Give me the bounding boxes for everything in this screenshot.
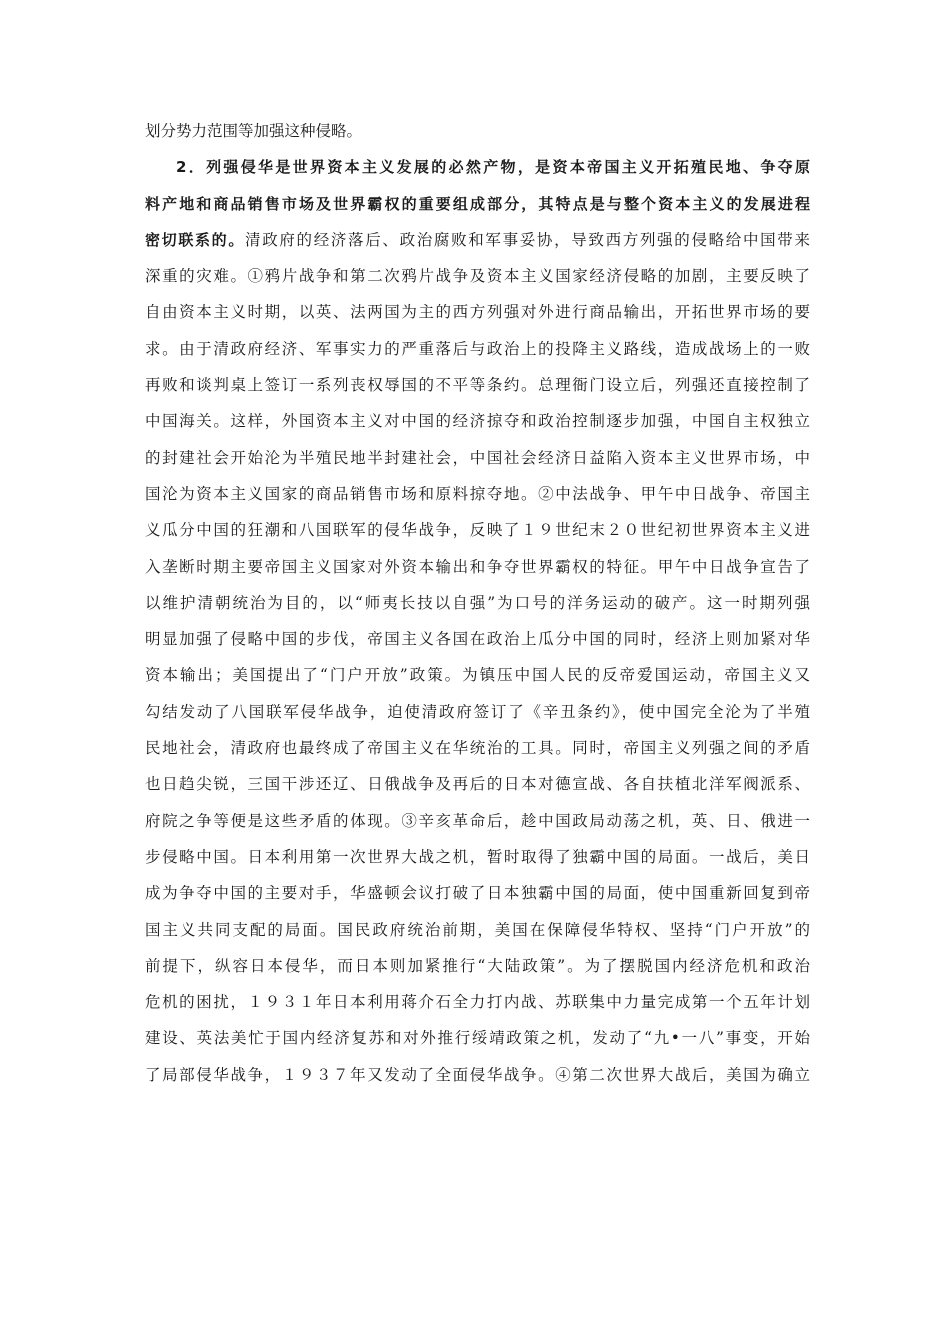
text-run: 中国海关。这样，外国资本主义对中国的经济掠夺和政治控制逐步加强，中国自主权独立 (145, 412, 810, 431)
text-run: 成为争夺中国的主要对手，华盛顿会议打破了日本独霸中国的局面，使中国重新回复到帝 (145, 884, 810, 903)
text-line (145, 186, 810, 222)
text-run: 自由资本主义时期，以英、法两国为主的西方列强对外进行商品输出，开拓世界市场的要 (145, 303, 810, 322)
text-line (145, 476, 810, 512)
text-line (145, 258, 810, 294)
text-run: 民地社会，清政府也最终成了帝国主义在华统治的工具。同时，帝国主义列强之间的矛盾 (145, 739, 810, 758)
text-run: 的封建社会开始沦为半殖民地半封建社会，中国社会经济日益陷入资本主义世界市场，中 (145, 448, 810, 467)
text-run: 步侵略中国。日本利用第一次世界大战之机，暂时取得了独霸中国的局面。一战后，美日 (145, 847, 810, 866)
text-run: 危机的困扰，１９３１年日本利用蒋介石全力打内战、苏联集中力量完成第一个五年计划 (145, 993, 810, 1012)
text-line (145, 803, 810, 839)
text-line (145, 948, 810, 984)
text-run: 国主义共同支配的局面。国民政府统治前期，美国在保障侵华特权、坚持“门户开放”的 (145, 920, 810, 939)
bold-text-run: 料产地和商品销售市场及世界霸权的重要组成部分，其特点是与整个资本主义的发展进程 (145, 194, 810, 213)
text-line (145, 912, 810, 948)
bold-text-run: 密切联系的。 (145, 230, 246, 249)
text-run: 国沦为资本主义国家的商品销售市场和原料掠夺地。②中法战争、甲午中日战争、帝国主 (145, 484, 810, 503)
text-line (145, 657, 810, 693)
text-line (145, 1020, 810, 1056)
text-line (145, 512, 810, 548)
document-body (145, 113, 810, 1093)
text-run: 资本输出；美国提出了“门户开放”政策。为镇压中国人民的反帝爱国运动，帝国主义又 (145, 666, 810, 685)
text-run: 义瓜分中国的狂潮和八国联军的侵华战争，反映了１９世纪末２０世纪初世界资本主义进 (145, 521, 810, 540)
text-line (145, 294, 810, 330)
text-run: 府院之争等便是这些矛盾的体现。③辛亥革命后，趁中国政局动荡之机，英、日、俄进一 (145, 811, 810, 830)
text-line (145, 403, 810, 439)
text-line (145, 440, 810, 476)
text-line (145, 222, 810, 258)
text-run: 也日趋尖锐，三国干涉还辽、日俄战争及再后的日本对德宣战、各自扶植北洋军阀派系、 (145, 775, 810, 794)
text-run: 划分势力范围等加强这种侵略。 (145, 122, 363, 140)
text-run: 清政府的经济落后、政治腐败和军事妥协，导致西方列强的侵略给中国带来 (245, 230, 810, 249)
text-line (145, 149, 810, 185)
text-line (145, 585, 810, 621)
text-run: 明显加强了侵略中国的步伐，帝国主义各国在政治上瓜分中国的同时，经济上则加紧对华 (145, 630, 810, 649)
text-run: 求。由于清政府经济、军事实力的严重落后与政治上的投降主义路线，造成战场上的一败 (145, 339, 810, 358)
text-line (145, 331, 810, 367)
text-line (145, 984, 810, 1020)
text-line (145, 549, 810, 585)
text-run: 以维护清朝统治为目的，以“师夷长技以自强”为口号的洋务运动的破产。这一时期列强 (145, 593, 810, 612)
bold-text-run: 2．列强侵华是世界资本主义发展的必然产物，是资本帝国主义开拓殖民地、争夺原 (176, 158, 810, 177)
text-run: 建设、英法美忙于国内经济复苏和对外推行绥靖政策之机，发动了“九•一八”事变，开始 (145, 1029, 810, 1048)
text-line (145, 766, 810, 802)
text-run: 了局部侵华战争，１９３７年又发动了全面侵华战争。④第二次世界大战后，美国为确立 (145, 1065, 810, 1084)
text-line (145, 621, 810, 657)
text-run: 入垄断时期主要帝国主义国家对外资本输出和争夺世界霸权的特征。甲午中日战争宣告了 (145, 557, 810, 576)
text-line (145, 694, 810, 730)
text-line (145, 730, 810, 766)
text-line (145, 113, 810, 149)
text-line (145, 1057, 810, 1093)
text-run: 前提下，纵容日本侵华，而日本则加紧推行“大陆政策”。为了摆脱国内经济危机和政治 (145, 956, 810, 975)
text-run: 深重的灾难。①鸦片战争和第二次鸦片战争及资本主义国家经济侵略的加剧，主要反映了 (145, 267, 810, 286)
text-line (145, 875, 810, 911)
text-line (145, 367, 810, 403)
text-run: 再败和谈判桌上签订一系列丧权辱国的不平等条约。总理衙门设立后，列强还直接控制了 (145, 376, 810, 395)
text-run: 勾结发动了八国联军侵华战争，迫使清政府签订了《辛丑条约》，使中国完全沦为了半殖 (145, 702, 810, 721)
text-line (145, 839, 810, 875)
